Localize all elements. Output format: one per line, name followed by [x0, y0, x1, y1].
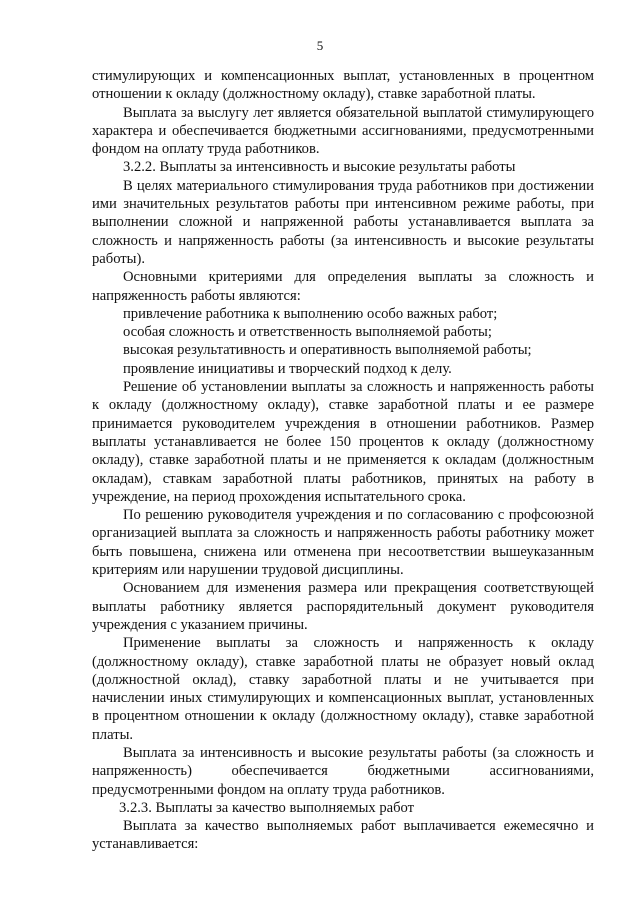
paragraph-funding: Выплата за интенсивность и высокие результаты работы (за сложность и напряженность) обеспечивается бюджетными ассигнованиями, предусмотренными фондом на оплату труда работников.	[92, 744, 594, 798]
criteria-item: проявление инициативы и творческий подход к делу.	[123, 360, 452, 377]
paragraph-basis-for-change: Основанием для изменения размера или прекращения соответствующей выплаты работнику является распорядительный документ руководителя учреждения с указанием причины.	[92, 580, 594, 633]
criteria-item: особая сложность и ответственность выполняемой работы;	[123, 324, 492, 341]
paragraph-seniority-payment: Выплата за выслугу лет является обязательной выплатой стимулирующего характера и обеспечивается бюджетными ассигнованиями, предусмотренными фондом на оплату труда работников.	[92, 104, 594, 158]
paragraph-incentive-purpose: В целях материального стимулирования труда работников при достижении ими значительных результатов работы при интенсивном режиме работы, при выполнении сложной и напряженной работы устанавливается выплата за сложность и напряженность работы (за интенсивность и высокие результаты работы).	[92, 177, 594, 267]
paragraph-criteria-intro: Основными критериями для определения выплаты за сложность и напряженность работы являются:	[92, 269, 594, 304]
section-heading-3-2-2: 3.2.2. Выплаты за интенсивность и высокие результаты работы	[123, 159, 516, 176]
paragraph-application: Применение выплаты за сложность и напряженность к окладу (должностному окладу), ставке заработной платы не образует новый оклад (должностной оклад), ставку заработной платы и не учитывается при начислении иных стимулирующих и компенсационных выплат, установленных в процентном отношении к окладу (должностному окладу), ставке заработной платы.	[92, 635, 594, 743]
paragraph-quality-payment: Выплата за качество выполняемых работ выплачивается ежемесячно и устанавливается:	[92, 818, 594, 853]
page-number: 5	[316, 38, 324, 53]
paragraph-continuation: стимулирующих и компенсационных выплат, установленных в процентном отношении к окладу (должностному окладу), ставке заработной платы.	[92, 68, 594, 103]
paragraph-adjustment: По решению руководителя учреждения и по согласованию с профсоюзной организацией выплата за сложность и напряженность работы работнику может быть повышена, снижена или отменена при несоответствии вышеуказанным критериям или нарушении трудовой дисциплины.	[92, 507, 594, 579]
document-body	[92, 67, 594, 854]
criteria-item: высокая результативность и оперативность выполняемой работы;	[123, 342, 532, 359]
paragraph-decision-amount: Решение об установлении выплаты за сложность и напряженность работы к окладу (должностному окладу), ставке заработной платы и ее размере принимается руководителем учреждения в отношении работников. Размер выплаты устанавливается не более 150 процентов к окладу (должностному окладу), ставке заработной платы и не применяется к окладам (должностным окладам), ставкам заработной платы работников, принятых на работу в учреждение, на период прохождения испытательного срока.	[92, 379, 594, 505]
section-heading-3-2-3: 3.2.3. Выплаты за качество выполняемых работ	[119, 799, 415, 816]
criteria-item: привлечение работника к выполнению особо важных работ;	[123, 305, 498, 322]
